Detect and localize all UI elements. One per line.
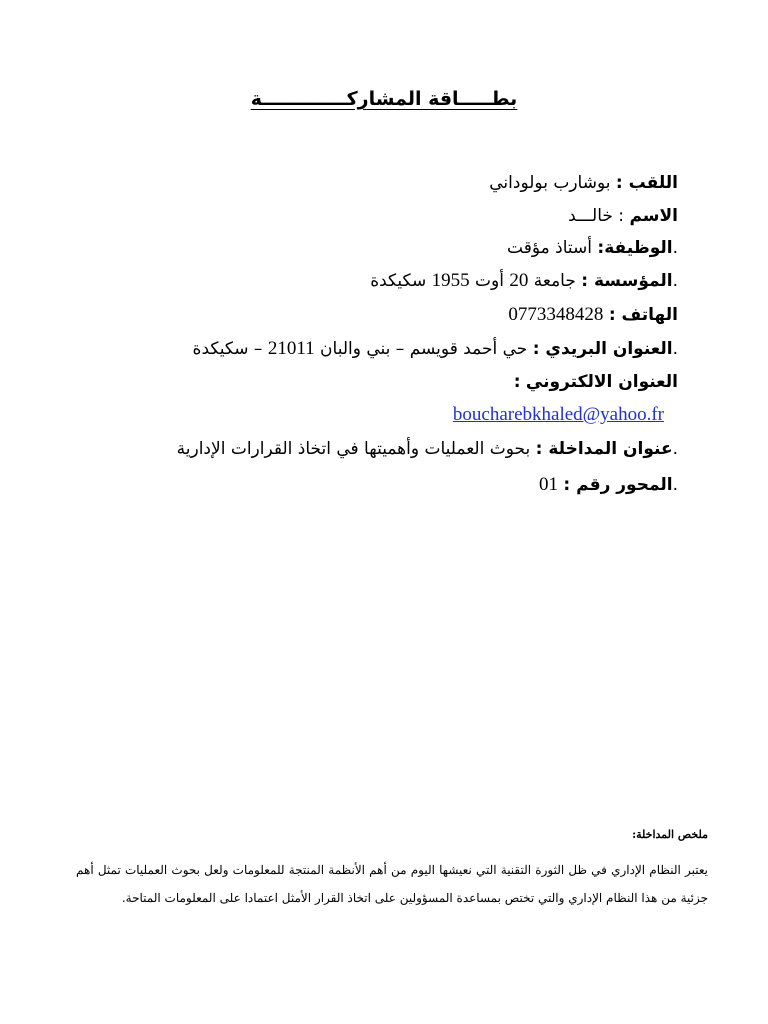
talk-end: . xyxy=(672,439,678,459)
abstract-text: يعتبر النظام الإداري في ظل الثورة التقنية التي نعيشها اليوم من أهم الأنظمة المنتجة للمعلومات ولعل بحوث العمليات تمثل أهم جزئية من هذا النظام الإداري والتي تختص بمساعدة المسؤولين على اتخاذ القرار الأمثل اعتمادا على المعلومات المتاحة. xyxy=(76,863,708,905)
postal-row xyxy=(118,338,678,360)
postal-city: – سكيكدة xyxy=(192,339,263,359)
email-colon: : xyxy=(513,372,521,392)
postal-end: . xyxy=(672,339,678,359)
surname-row xyxy=(118,172,678,194)
email-link[interactable]: boucharebkhaled@yahoo.fr xyxy=(452,404,664,425)
axis-label: المحور رقم : xyxy=(563,475,673,495)
postal-label: العنوان البريدي : xyxy=(532,339,673,359)
institution-end: . xyxy=(672,271,678,291)
name-row xyxy=(118,205,678,227)
job-label: الوظيفة: xyxy=(597,238,673,258)
abstract-heading: ملخص المداخلة: xyxy=(632,828,708,841)
job-row xyxy=(118,237,678,259)
name-label: الاسم xyxy=(629,206,678,226)
phone-row xyxy=(118,304,678,326)
talk-label: عنوان المداخلة : xyxy=(535,439,673,459)
title-text: بطـــــاقة المشاركـــــــــــــة xyxy=(250,88,518,110)
institution-city: سكيكدة xyxy=(370,271,427,291)
institution-day: 20 xyxy=(509,270,529,291)
institution-year: 1955 xyxy=(431,270,470,291)
talk-value: بحوث العمليات وأهميتها في اتخاذ القرارات الإدارية xyxy=(176,439,531,459)
talk-title-row xyxy=(118,438,678,460)
institution-month: أوت xyxy=(475,271,504,291)
job-value: أستاذ مؤقت xyxy=(507,238,593,258)
phone-label: الهاتف : xyxy=(608,305,678,325)
job-end: . xyxy=(672,238,678,258)
email-label: العنوان الالكتروني xyxy=(525,372,678,392)
postal-code: 21011 xyxy=(267,338,315,359)
page-title xyxy=(0,88,768,110)
institution-row xyxy=(118,270,678,292)
institution-value: جامعة xyxy=(533,271,576,291)
name-value: : خالـــد xyxy=(568,206,625,226)
institution-label: المؤسسة : xyxy=(581,271,673,291)
phone-value: 0773348428 xyxy=(508,304,604,325)
axis-row xyxy=(118,474,678,496)
surname-label: اللقب : xyxy=(615,173,678,193)
surname-value: بوشارب بولوداني xyxy=(489,173,611,193)
axis-end: . xyxy=(672,475,678,495)
axis-value: 01 xyxy=(538,474,558,495)
email-label-row xyxy=(118,371,678,393)
postal-value: حي أحمد قويسم – بني والبان xyxy=(320,339,528,359)
